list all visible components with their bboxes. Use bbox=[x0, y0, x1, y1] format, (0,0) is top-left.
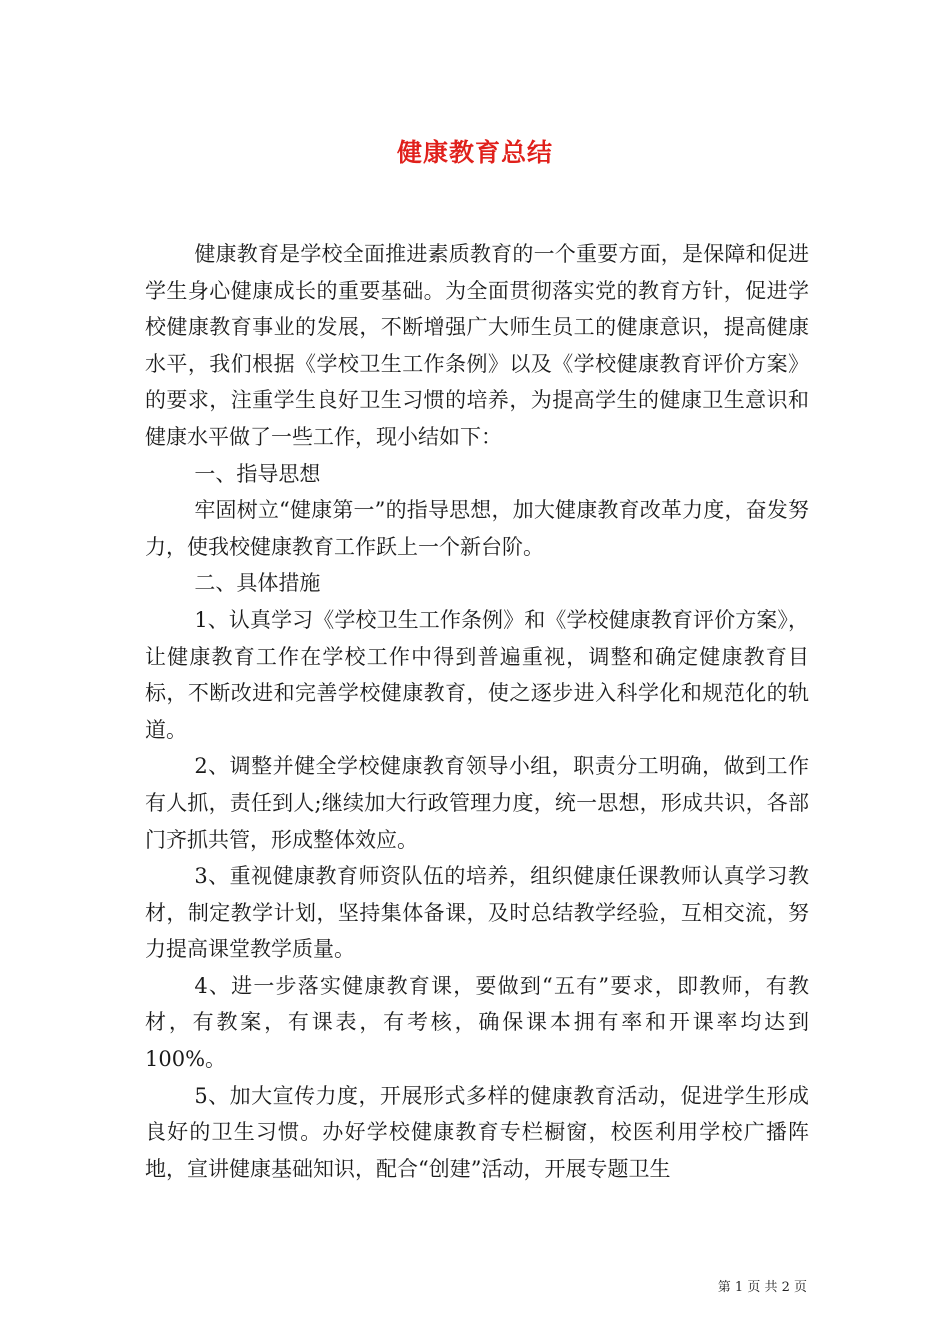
page-number-footer: 第 1 页 共 2 页 bbox=[717, 1280, 807, 1295]
paragraph-measure-3: 3、重视健康教育师资队伍的培养，组织健康任课教师认真学习教材，制定教学计划，坚持集体备课，及时总结教学经验，互相交流，努力提高课堂教学质量。 bbox=[145, 864, 809, 962]
section-heading-specific-measures: 二、具体措施 bbox=[194, 571, 321, 596]
paragraph-measure-4: 4、进一步落实健康教育课，要做到“五有”要求，即教师，有教材，有教案，有课表，有考核，确保课本拥有率和开课率均达到100%。 bbox=[145, 973, 809, 1072]
paragraph-guiding-ideology: 牢固树立“健康第一”的指导思想，加大健康教育改革力度，奋发努力，使我校健康教育工作跃上一个新台阶。 bbox=[145, 498, 809, 559]
section-heading-guiding-ideology: 一、指导思想 bbox=[194, 461, 321, 486]
paragraph-intro: 健康教育是学校全面推进素质教育的一个重要方面，是保障和促进学生身心健康成长的重要基础。为全面贯彻落实党的教育方针，促进学校健康教育事业的发展，不断增强广大师生员工的健康意识，提高健康水平，我们根据《学校卫生工作条例》以及《学校健康教育评价方案》的要求，注重学生良好卫生习惯的培养，为提高学生的健康卫生意识和健康水平做了一些工作，现小结如下： bbox=[145, 242, 809, 449]
page-title: 健康教育总结 bbox=[396, 138, 553, 167]
paragraph-measure-2: 2、调整并健全学校健康教育领导小组，职责分工明确，做到工作有人抓，责任到人;继续加大行政管理力度，统一思想，形成共识，各部门齐抓共管，形成整体效应。 bbox=[145, 754, 809, 852]
document-body bbox=[145, 236, 809, 1187]
paragraph-measure-1: 1、认真学习《学校卫生工作条例》和《学校健康教育评价方案》，让健康教育工作在学校工作中得到普遍重视，调整和确定健康教育目标，不断改进和完善学校健康教育，使之逐步进入科学化和规范化的轨道。 bbox=[145, 607, 809, 742]
paragraph-measure-5: 5、加大宣传力度，开展形式多样的健康教育活动，促进学生形成良好的卫生习惯。办好学校健康教育专栏橱窗，校医利用学校广播阵地，宣讲健康基础知识，配合“创建”活动，开展专题卫生 bbox=[145, 1083, 809, 1181]
